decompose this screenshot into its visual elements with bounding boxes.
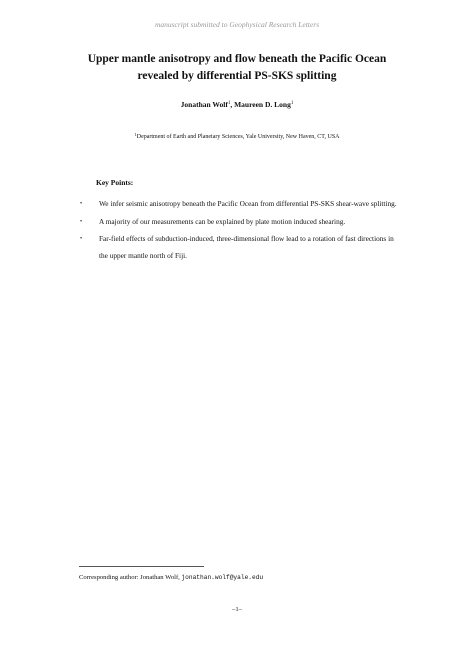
corresponding-author-footnote [79,574,399,581]
key-point-text: A majority of our measurements can be explained by plate motion induced shearing. [99,216,346,226]
paper-title-line-2: revealed by differential PS-SKS splitting [137,70,337,82]
author-affiliation-mark: 1 [290,101,294,106]
bullet-icon: • [80,218,83,225]
author-email-link[interactable]: jonathan.wolf@yale.edu [181,574,264,581]
author-name: Maureen D. Long [234,100,291,109]
key-point-item [79,196,399,213]
affiliation-text: Department of Earth and Planetary Sciences, Yale University, New Haven, CT, USA [136,134,340,140]
author-list [0,100,474,109]
paper-title [40,51,434,85]
author-affiliation-mark: 1 [227,101,231,106]
author-separator: , [230,100,235,109]
footnote-divider [79,566,204,567]
key-point-item [79,231,399,264]
running-head: manuscript submitted to Geophysical Research Letters [154,20,320,29]
key-point-text: Far-field effects of subduction-induced, three-dimensional flow lead to a rotation of fast directions in the upper mantle north of Fiji. [99,234,394,260]
author-name: Jonathan Wolf [180,100,228,109]
affiliation-mark: 1 [134,132,137,137]
key-point-text: We infer seismic anisotropy beneath the Pacific Ocean from differential PS-SKS shear-wave splitting. [99,199,397,208]
key-point-item [79,214,399,231]
key-points-list [79,196,399,265]
affiliation [0,132,474,140]
bullet-icon: • [80,201,83,207]
paper-title-line-1: Upper mantle anisotropy and flow beneath the Pacific Ocean [87,53,387,65]
page-number: –1– [232,606,242,613]
key-points-heading: Key Points: [96,178,134,187]
footnote-label: Corresponding author: Jonathan Wolf, [79,574,182,581]
bullet-icon: • [80,236,83,242]
